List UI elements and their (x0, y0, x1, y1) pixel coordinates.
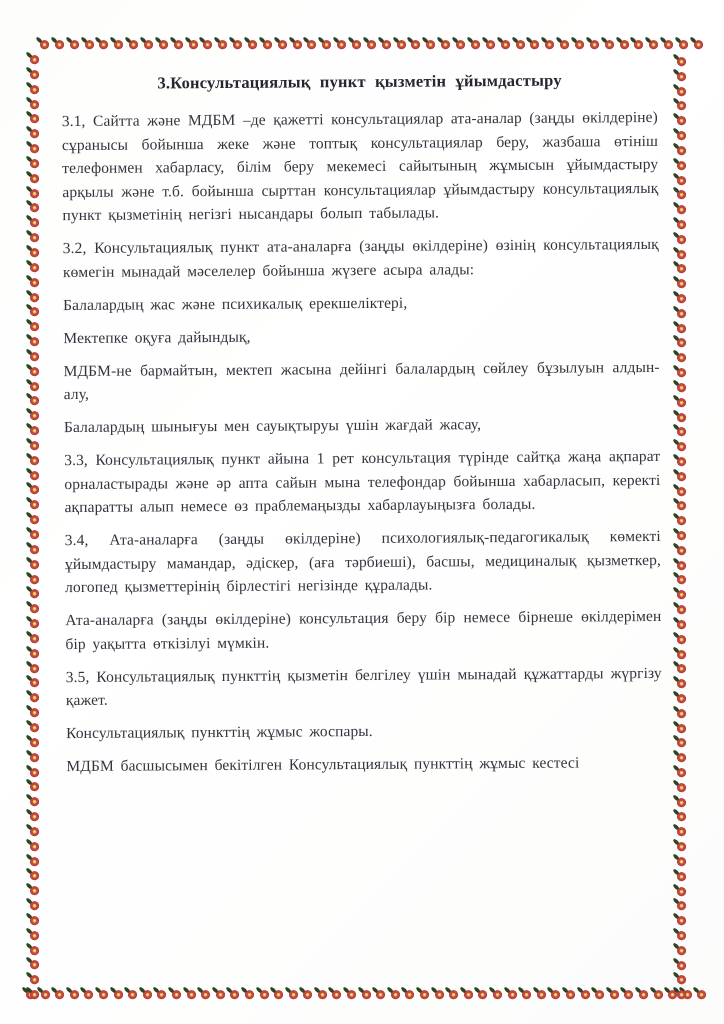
flower-ornament-icon (66, 37, 80, 51)
flower-ornament-icon (416, 987, 430, 1001)
flower-ornament-icon (26, 423, 40, 437)
flower-ornament-icon (80, 987, 94, 1001)
flower-ornament-icon (673, 424, 687, 438)
flower-ornament-icon (26, 839, 40, 853)
flower-ornament-icon (26, 319, 40, 333)
flower-ornament-icon (26, 616, 40, 630)
flower-ornament-icon (673, 543, 687, 557)
ornament-border-top (36, 36, 704, 52)
flower-ornament-icon (673, 306, 687, 320)
flower-ornament-icon (140, 37, 154, 51)
paragraph-3-2: 3.2, Консультациялық пункт ата-аналарға (заңды өкілдеріне) өзінің консультациялық көмегін мынадай мәселелер бойынша жүзеге асыра алады: (62, 235, 659, 281)
flower-ornament-icon (26, 750, 40, 764)
flower-ornament-icon (51, 37, 65, 51)
flower-ornament-icon (673, 987, 687, 1001)
flower-ornament-icon (387, 987, 401, 1001)
flower-ornament-icon (673, 469, 687, 483)
flower-ornament-icon (183, 987, 197, 1001)
flower-ornament-icon (401, 987, 415, 1001)
paragraph-3-5: 3.5, Консультациялық пункттің қызметін белгілеу үшін мынадай құжаттарды жүргізу қажет. (65, 664, 662, 710)
flower-ornament-icon (26, 215, 40, 229)
paragraph-work-schedule: МДБМ басшысымен бекітілген Консультациялық пункттің жұмыс кестесі (66, 754, 580, 776)
flower-ornament-icon (673, 187, 687, 201)
paragraph-consultation-timing: Ата-аналарға (заңды өкілдеріне) консультация беру бір немесе бірнеше өкілдерімен бір уақытта өткізілуі мүмкін. (65, 607, 662, 653)
flower-ornament-icon (81, 37, 95, 51)
flower-ornament-icon (675, 37, 689, 51)
flower-ornament-icon (259, 37, 273, 51)
flower-ornament-icon (26, 334, 40, 348)
flower-ornament-icon (673, 765, 687, 779)
flower-ornament-icon (467, 37, 481, 51)
flower-ornament-icon (26, 408, 40, 422)
flower-ornament-icon (26, 883, 40, 897)
flower-ornament-icon (673, 217, 687, 231)
flower-ornament-icon (139, 987, 153, 1001)
flower-ornament-icon (673, 602, 687, 616)
flower-ornament-icon (547, 987, 561, 1001)
flower-ornament-icon (26, 364, 40, 378)
flower-ornament-icon (314, 987, 328, 1001)
flower-ornament-icon (673, 291, 687, 305)
flower-ornament-icon (26, 854, 40, 868)
flower-ornament-icon (26, 97, 40, 111)
flower-ornament-icon (26, 586, 40, 600)
flower-ornament-icon (26, 943, 40, 957)
flower-ornament-icon (26, 275, 40, 289)
flower-ornament-icon (26, 141, 40, 155)
flower-ornament-icon (26, 200, 40, 214)
document-title: 3.Консультациялық пункт қызметін ұйымдастыру (157, 70, 562, 93)
flower-ornament-icon (26, 156, 40, 170)
flower-ornament-icon (348, 37, 362, 51)
flower-ornament-icon (26, 230, 40, 244)
flower-ornament-icon (153, 987, 167, 1001)
flower-ornament-icon (26, 720, 40, 734)
flower-ornament-icon (673, 824, 687, 838)
flower-ornament-icon (26, 809, 40, 823)
flower-ornament-icon (673, 928, 687, 942)
list-item-speech-prevention: МДБМ-не бармайтын, мектеп жасына дейінгі балалардың сөйлеу бұзылуын алдын-алу, (63, 358, 660, 404)
flower-ornament-icon (620, 987, 634, 1001)
flower-ornament-icon (26, 690, 40, 704)
flower-ornament-icon (616, 37, 630, 51)
flower-ornament-icon (673, 158, 687, 172)
flower-ornament-icon (26, 468, 40, 482)
flower-ornament-icon (26, 735, 40, 749)
list-item-children-features: Балалардың жас және психикалық ерекшеліктері, (63, 294, 408, 314)
flower-ornament-icon (630, 37, 644, 51)
flower-ornament-icon (673, 247, 687, 261)
flower-ornament-icon (244, 37, 258, 51)
flower-ornament-icon (26, 794, 40, 808)
flower-ornament-icon (673, 676, 687, 690)
flower-ornament-icon (518, 987, 532, 1001)
flower-ornament-icon (673, 735, 687, 749)
flower-ornament-icon (170, 37, 184, 51)
flower-ornament-icon (212, 987, 226, 1001)
flower-ornament-icon (673, 113, 687, 127)
flower-ornament-icon (673, 632, 687, 646)
flower-ornament-icon (577, 987, 591, 1001)
flower-ornament-icon (673, 395, 687, 409)
ornament-border-right (672, 54, 688, 1002)
flower-ornament-icon (673, 721, 687, 735)
flower-ornament-icon (26, 705, 40, 719)
flower-ornament-icon (673, 69, 687, 83)
ornament-border-left (25, 52, 41, 1002)
list-item-health-conditions: Балалардың шынығуы мен сауықтыруы үшін жағдай жасау, (63, 416, 482, 437)
flower-ornament-icon (673, 572, 687, 586)
flower-ornament-icon (26, 186, 40, 200)
flower-ornament-icon (673, 854, 687, 868)
flower-ornament-icon (673, 647, 687, 661)
flower-ornament-icon (26, 349, 40, 363)
flower-ornament-icon (26, 987, 40, 1001)
flower-ornament-icon (274, 37, 288, 51)
flower-ornament-icon (673, 528, 687, 542)
flower-ornament-icon (26, 675, 40, 689)
flower-ornament-icon (26, 379, 40, 393)
flower-ornament-icon (673, 54, 687, 68)
flower-ornament-icon (673, 706, 687, 720)
flower-ornament-icon (26, 111, 40, 125)
flower-ornament-icon (660, 37, 674, 51)
flower-ornament-icon (586, 37, 600, 51)
flower-ornament-icon (693, 987, 707, 1001)
flower-ornament-icon (26, 765, 40, 779)
flower-ornament-icon (26, 542, 40, 556)
flower-ornament-icon (26, 779, 40, 793)
flower-ornament-icon (378, 37, 392, 51)
flower-ornament-icon (673, 809, 687, 823)
flower-ornament-icon (673, 143, 687, 157)
flower-ornament-icon (673, 365, 687, 379)
flower-ornament-icon (673, 587, 687, 601)
document-body (62, 68, 663, 788)
flower-ornament-icon (673, 410, 687, 424)
flower-ornament-icon (214, 37, 228, 51)
flower-ornament-icon (526, 37, 540, 51)
flower-ornament-icon (673, 750, 687, 764)
flower-ornament-icon (673, 173, 687, 187)
flower-ornament-icon (241, 987, 255, 1001)
flower-ornament-icon (556, 37, 570, 51)
flower-ornament-icon (125, 37, 139, 51)
flower-ornament-icon (26, 601, 40, 615)
flower-ornament-icon (26, 572, 40, 586)
flower-ornament-icon (606, 987, 620, 1001)
flower-ornament-icon (26, 928, 40, 942)
flower-ornament-icon (562, 987, 576, 1001)
flower-ornament-icon (673, 558, 687, 572)
flower-ornament-icon (168, 987, 182, 1001)
flower-ornament-icon (26, 245, 40, 259)
paragraph-3-1: 3.1, Сайтта және МДБМ –де қажетті консультациялар ата-аналар (заңды өкілдеріне) сұранысы бойынша жеке және топтық консультациялар беру, жазбаша өтініш телефонмен хабарласу, білім беру мекемесі сайытының жұмысын ұйымдастыру арқылы және т.б. бойынша сырттан консультациялар ұйымдастыру консультациялық пункт қызметінің негізгі нысандары болып табылады. (61, 108, 659, 225)
flower-ornament-icon (26, 557, 40, 571)
flower-ornament-icon (673, 972, 687, 986)
flower-ornament-icon (431, 987, 445, 1001)
flower-ornament-icon (26, 631, 40, 645)
flower-ornament-icon (66, 987, 80, 1001)
flower-ornament-icon (673, 202, 687, 216)
flower-ornament-icon (26, 527, 40, 541)
flower-ornament-icon (673, 454, 687, 468)
flower-ornament-icon (690, 37, 704, 51)
flower-ornament-icon (673, 898, 687, 912)
flower-ornament-icon (591, 987, 605, 1001)
flower-ornament-icon (571, 37, 585, 51)
flower-ornament-icon (635, 987, 649, 1001)
flower-ornament-icon (673, 661, 687, 675)
flower-ornament-icon (26, 824, 40, 838)
flower-ornament-icon (474, 987, 488, 1001)
flower-ornament-icon (673, 839, 687, 853)
flower-ornament-icon (270, 987, 284, 1001)
flower-ornament-icon (26, 868, 40, 882)
flower-ornament-icon (541, 37, 555, 51)
flower-ornament-icon (95, 37, 109, 51)
flower-ornament-icon (372, 987, 386, 1001)
flower-ornament-icon (328, 987, 342, 1001)
flower-ornament-icon (256, 987, 270, 1001)
flower-ornament-icon (673, 617, 687, 631)
flower-ornament-icon (289, 37, 303, 51)
flower-ornament-icon (673, 691, 687, 705)
flower-ornament-icon (185, 37, 199, 51)
flower-ornament-icon (673, 943, 687, 957)
flower-ornament-icon (673, 884, 687, 898)
flower-ornament-icon (673, 321, 687, 335)
flower-ornament-icon (673, 795, 687, 809)
flower-ornament-icon (673, 513, 687, 527)
flower-ornament-icon (673, 261, 687, 275)
flower-ornament-icon (26, 171, 40, 185)
paragraph-3-4: 3.4, Ата-аналарға (заңды өкілдеріне) психологиялық-педагогикалық көмекті ұйымдастыру мамандар, әдіскер, (аға тәрбиеші), басшы, медициналық қызметкер, логопед қызметтерінің бірлестігі негізінде құралады. (64, 527, 661, 597)
flower-ornament-icon (452, 37, 466, 51)
flower-ornament-icon (673, 232, 687, 246)
flower-ornament-icon (437, 37, 451, 51)
flower-ornament-icon (673, 913, 687, 927)
flower-ornament-icon (26, 393, 40, 407)
flower-ornament-icon (673, 498, 687, 512)
flower-ornament-icon (504, 987, 518, 1001)
flower-ornament-icon (673, 484, 687, 498)
flower-ornament-icon (26, 898, 40, 912)
flower-ornament-icon (26, 304, 40, 318)
flower-ornament-icon (533, 987, 547, 1001)
flower-ornament-icon (26, 957, 40, 971)
flower-ornament-icon (303, 37, 317, 51)
flower-ornament-icon (673, 869, 687, 883)
flower-ornament-icon (497, 37, 511, 51)
flower-ornament-icon (482, 37, 496, 51)
flower-ornament-icon (26, 67, 40, 81)
flower-ornament-icon (26, 126, 40, 140)
flower-ornament-icon (645, 37, 659, 51)
flower-ornament-icon (95, 987, 109, 1001)
flower-ornament-icon (26, 512, 40, 526)
flower-ornament-icon (110, 37, 124, 51)
flower-ornament-icon (489, 987, 503, 1001)
flower-ornament-icon (26, 453, 40, 467)
flower-ornament-icon (26, 290, 40, 304)
flower-ornament-icon (422, 37, 436, 51)
flower-ornament-icon (226, 987, 240, 1001)
flower-ornament-icon (26, 438, 40, 452)
flower-ornament-icon (363, 37, 377, 51)
flower-ornament-icon (393, 37, 407, 51)
flower-ornament-icon (673, 98, 687, 112)
flower-ornament-icon (673, 128, 687, 142)
flower-ornament-icon (155, 37, 169, 51)
flower-ornament-icon (460, 987, 474, 1001)
flower-ornament-icon (299, 987, 313, 1001)
flower-ornament-icon (26, 913, 40, 927)
flower-ornament-icon (673, 958, 687, 972)
flower-ornament-icon (26, 646, 40, 660)
flower-ornament-icon (51, 987, 65, 1001)
list-item-school-readiness: Мектепке оқуға дайындық, (63, 328, 251, 347)
flower-ornament-icon (229, 37, 243, 51)
flower-ornament-icon (445, 987, 459, 1001)
flower-ornament-icon (673, 276, 687, 290)
flower-ornament-icon (26, 497, 40, 511)
flower-ornament-icon (36, 37, 50, 51)
flower-ornament-icon (673, 84, 687, 98)
flower-ornament-icon (650, 987, 664, 1001)
flower-ornament-icon (343, 987, 357, 1001)
flower-ornament-icon (673, 350, 687, 364)
flower-ornament-icon (673, 335, 687, 349)
flower-ornament-icon (26, 661, 40, 675)
paragraph-3-3: 3.3, Консультациялық пункт айына 1 рет консультация түрінде сайтқа жаңа ақпарат орналастырады және әр апта сайын мына телефондар бойынша хабарласып, керекті ақпаратты алып немесе өз праблемаңызды хабарлауыңызға болады. (64, 447, 661, 517)
flower-ornament-icon (26, 82, 40, 96)
flower-ornament-icon (26, 482, 40, 496)
flower-ornament-icon (673, 380, 687, 394)
ornament-border-bottom (22, 986, 708, 1002)
flower-ornament-icon (26, 972, 40, 986)
flower-ornament-icon (124, 987, 138, 1001)
flower-ornament-icon (318, 37, 332, 51)
flower-ornament-icon (358, 987, 372, 1001)
flower-ornament-icon (285, 987, 299, 1001)
flower-ornament-icon (333, 37, 347, 51)
flower-ornament-icon (110, 987, 124, 1001)
flower-ornament-icon (601, 37, 615, 51)
flower-ornament-icon (26, 52, 40, 66)
flower-ornament-icon (673, 780, 687, 794)
flower-ornament-icon (199, 37, 213, 51)
flower-ornament-icon (673, 439, 687, 453)
paragraph-work-plan: Консультациялық пункттің жұмыс жоспары. (66, 722, 373, 743)
flower-ornament-icon (197, 987, 211, 1001)
flower-ornament-icon (512, 37, 526, 51)
flower-ornament-icon (26, 260, 40, 274)
flower-ornament-icon (407, 37, 421, 51)
